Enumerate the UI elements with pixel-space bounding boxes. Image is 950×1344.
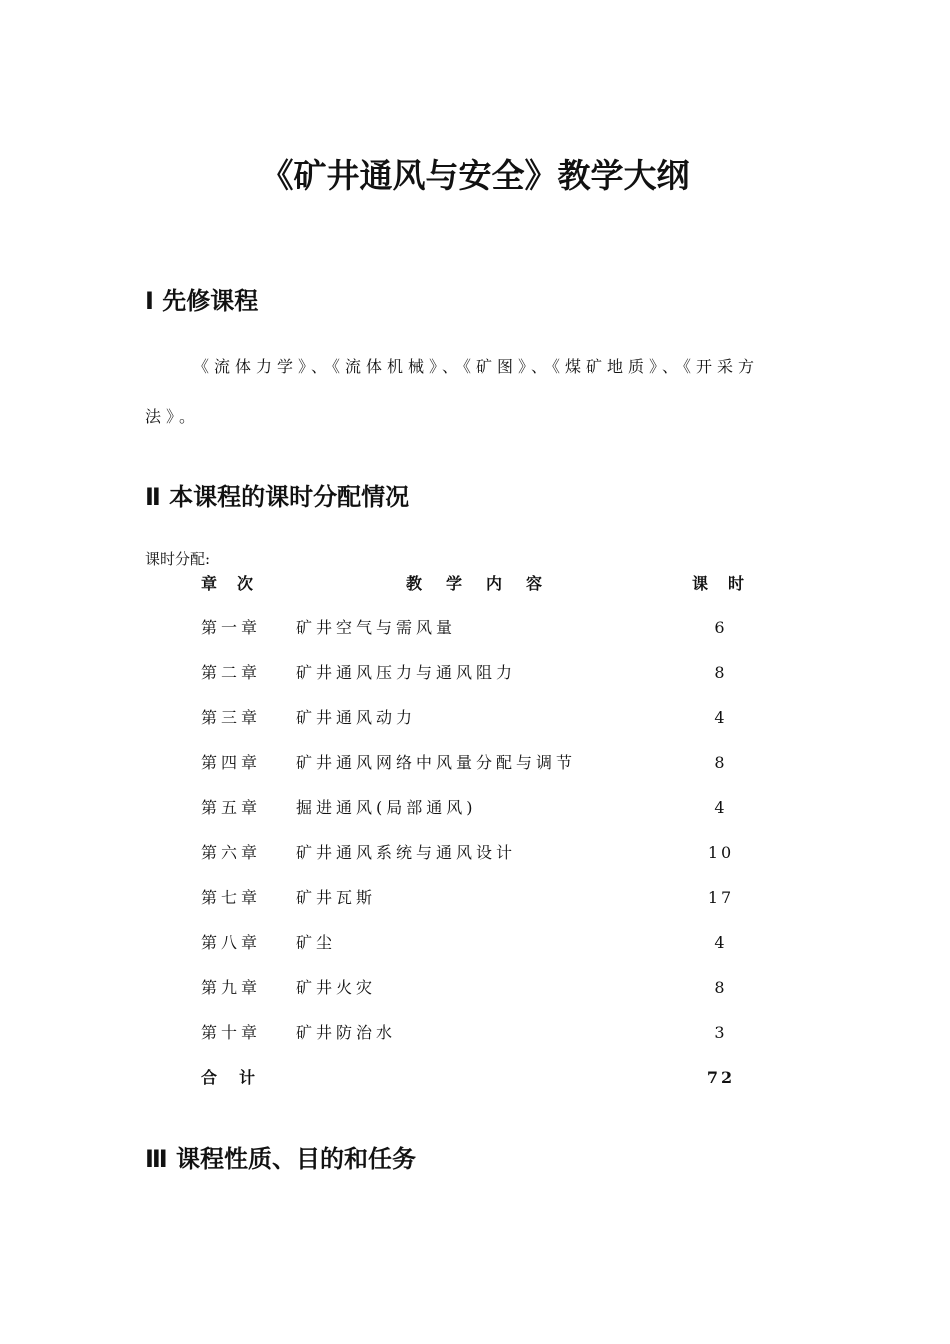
total-label: 合计 bbox=[201, 1068, 278, 1087]
section-heading-course-nature: Ⅲ 课程性质、目的和任务 bbox=[145, 1145, 417, 1173]
row-hours: 8 bbox=[714, 753, 728, 772]
row-chapter: 第九章 bbox=[201, 978, 262, 997]
row-content: 掘进通风(局部通风) bbox=[296, 798, 477, 817]
table-row bbox=[0, 616, 950, 640]
table-header-hours: 课时 bbox=[692, 574, 765, 593]
table-total-row bbox=[0, 1066, 950, 1090]
table-row bbox=[0, 751, 950, 775]
table-row bbox=[0, 1021, 950, 1045]
row-content: 矿井通风系统与通风设计 bbox=[296, 843, 517, 862]
table-row bbox=[0, 886, 950, 910]
table-row bbox=[0, 976, 950, 1000]
total-hours: 72 bbox=[706, 1068, 736, 1087]
table-row bbox=[0, 841, 950, 865]
prerequisites-paragraph-line-1: 《流体力学》、《流体机械》、《矿图》、《煤矿地质》、《开采方 bbox=[193, 357, 760, 376]
row-hours: 8 bbox=[714, 663, 728, 682]
prerequisites-paragraph-line-2: 法》。 bbox=[145, 407, 201, 426]
document-title: 《矿井通风与安全》教学大纲 bbox=[260, 156, 690, 195]
row-hours: 4 bbox=[714, 798, 728, 817]
row-chapter: 第一章 bbox=[201, 618, 262, 637]
row-chapter: 第五章 bbox=[201, 798, 262, 817]
table-header-content: 教学内容 bbox=[406, 574, 567, 593]
row-chapter: 第七章 bbox=[201, 888, 262, 907]
row-content: 矿井火灾 bbox=[296, 978, 377, 997]
table-row bbox=[0, 796, 950, 820]
row-hours: 4 bbox=[714, 708, 728, 727]
row-content: 矿井通风动力 bbox=[296, 708, 417, 727]
row-hours: 6 bbox=[714, 618, 728, 637]
row-chapter: 第二章 bbox=[201, 663, 262, 682]
table-row bbox=[0, 931, 950, 955]
row-hours: 10 bbox=[707, 843, 735, 862]
row-chapter: 第十章 bbox=[201, 1023, 262, 1042]
row-chapter: 第四章 bbox=[201, 753, 262, 772]
row-hours: 17 bbox=[707, 888, 735, 907]
table-row bbox=[0, 661, 950, 685]
table-row bbox=[0, 706, 950, 730]
row-content: 矿井瓦斯 bbox=[296, 888, 377, 907]
row-chapter: 第六章 bbox=[201, 843, 262, 862]
row-hours: 3 bbox=[714, 1023, 728, 1042]
row-chapter: 第三章 bbox=[201, 708, 262, 727]
row-chapter: 第八章 bbox=[201, 933, 262, 952]
row-content: 矿井通风网络中风量分配与调节 bbox=[296, 753, 577, 772]
section-heading-hour-allocation: Ⅱ 本课程的课时分配情况 bbox=[145, 483, 410, 511]
row-hours: 8 bbox=[714, 978, 728, 997]
table-header-chapter: 章次 bbox=[201, 574, 274, 593]
section-heading-prerequisites: I 先修课程 bbox=[145, 287, 259, 315]
row-content: 矿井通风压力与通风阻力 bbox=[296, 663, 517, 682]
row-content: 矿尘 bbox=[296, 933, 337, 952]
row-content: 矿井防治水 bbox=[296, 1023, 397, 1042]
row-hours: 4 bbox=[714, 933, 728, 952]
allocation-label: 课时分配: bbox=[145, 550, 211, 568]
row-content: 矿井空气与需风量 bbox=[296, 618, 457, 637]
